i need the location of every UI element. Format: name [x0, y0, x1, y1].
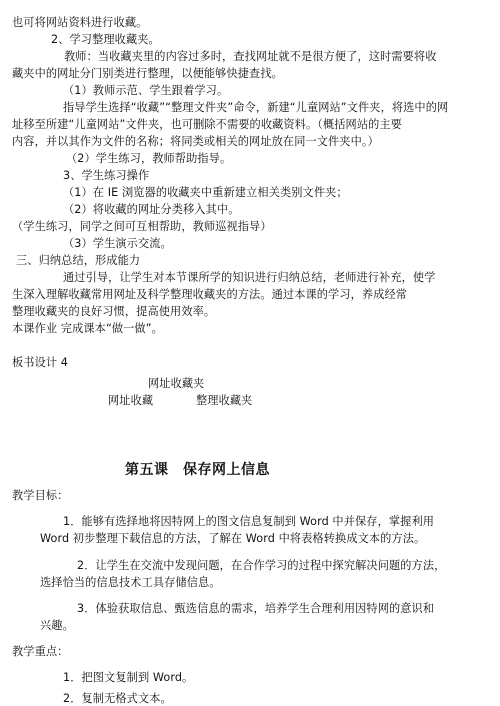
goal-line: 3．体验获取信息、甄选信息的需求，培养学生合理利用因特网的意识和 [77, 602, 435, 615]
goal-line: 兴趣。 [40, 619, 74, 632]
board-right: 整理收藏夹 [196, 394, 253, 407]
focus-line: 1．把图文复制到 Word。 [63, 671, 194, 684]
text-line: 整理收藏夹的良好习惯，提高使用效率。 [12, 305, 216, 318]
text-line: 通过引导，让学生对本节课所学的知识进行归纳总结，老师进行补充，使学 [63, 271, 436, 284]
board-left: 网址收藏 [108, 394, 154, 407]
text-line: （1）在 IE 浏览器的收藏夹中重新建立相关类别文件夹； [63, 186, 348, 199]
text-line: 3、学生练习操作 [63, 169, 150, 182]
text-line: （1）教师示范、学生跟着学习。 [63, 84, 229, 97]
goals-heading: 教学目标： [12, 489, 69, 502]
text-line: 指导学生选择“收藏”“整理文件夹”命令，新建“儿童网站”文件夹，将选中的网 [63, 101, 449, 114]
text-line: 内容，并以其作为文件的名称；将同类或相关的网址放在同一文件夹中。） [12, 135, 379, 148]
board-heading: 板书设计 4 [12, 356, 69, 369]
text-line: 藏夹中的网址分门别类进行整理，以便能够快捷查找。 [12, 67, 283, 80]
lesson-title: 第五课 保存网上信息 [125, 462, 270, 478]
text-line: （学生练习，同学之间可互相帮助，教师巡视指导） [12, 220, 272, 233]
focus-line: 2．复制无格式文本。 [63, 692, 172, 705]
text-line: 2、学习整理收藏夹。 [51, 33, 160, 46]
text-line: （3）学生演示交流。 [63, 237, 172, 250]
text-line: 生深入理解收藏常用网址及科学整理收藏夹的方法。通过本课的学习，养成经常 [12, 288, 408, 301]
goal-line: 2．让学生在交流中发现问题，在合作学习的过程中探究解决问题的方法， [77, 559, 446, 572]
text-line: 三、归纳总结，形成能力 [16, 254, 141, 267]
text-line: 也可将网站资料进行收藏。 [12, 16, 148, 29]
text-line: 教师：当收藏夹里的内容过多时，查找网址就不是很方便了，这时需要将收 [64, 50, 437, 63]
focus-heading: 教学重点： [12, 645, 69, 658]
goal-line: Word 初步整理下载信息的方法，了解在 Word 中将表格转换成文本的方法。 [40, 532, 426, 545]
text-line: 址移至所建“儿童网站”文件夹，也可删除不需要的收藏资料。（概括网站的主要 [12, 118, 402, 131]
goal-line: 1．能够有选择地将因特网上的图文信息复制到 Word 中并保存，掌握利用 [63, 515, 435, 528]
homework-line: 本课作业 完成课本“做一做”。 [12, 322, 163, 335]
goal-line: 选择恰当的信息技术工具存储信息。 [40, 576, 221, 589]
text-line: （2）将收藏的网址分类移入其中。 [63, 203, 240, 216]
board-root: 网址收藏夹 [148, 377, 205, 390]
text-line: （2）学生练习，教师帮助指导。 [66, 152, 232, 165]
